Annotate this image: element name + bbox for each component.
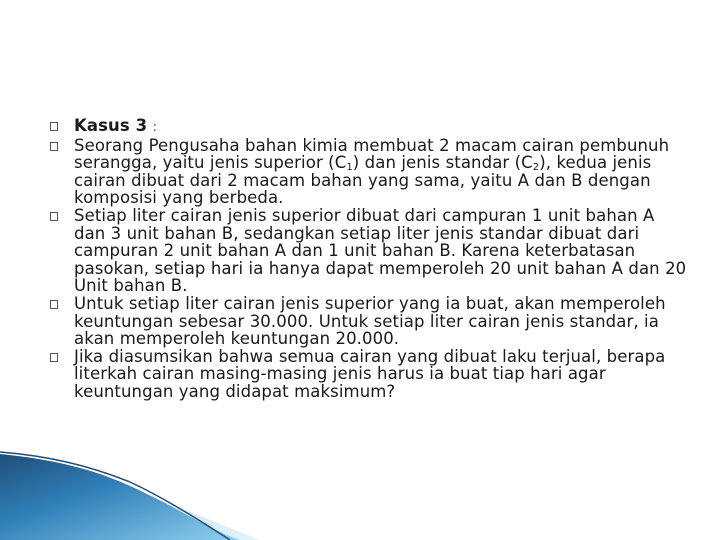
bullet-3 [50,295,690,348]
bullet-1 [50,137,690,207]
case-title: Kasus 3 [74,116,148,135]
bullet-square-icon [50,300,58,309]
bullet-title [50,117,690,137]
bullet-2 [50,207,690,295]
slide-content [50,117,690,401]
bullet-1-text-b: ) dan jenis standar (C [352,153,533,173]
bullet-1-text-c: ), kedua jenis cairan dibuat dari 2 macam bahan yang sama, yaitu A dan B dengan komposisi yang berbeda. [74,153,652,208]
decor-dark-band [0,454,240,540]
bullet-4 [50,348,690,401]
bullet-square-icon [50,142,58,151]
subscript-2: 2 [532,162,540,174]
bullet-square-icon [50,212,58,221]
title-separator: : [152,120,158,135]
bullet-square-icon [50,353,58,362]
subscript-1: 1 [346,162,353,174]
bullet-2-text: Setiap liter cairan jenis superior dibuat dari campuran 1 unit bahan A dan 3 unit bahan B, sedangkan setiap liter jenis standar dibuat dari campuran 2 unit bahan A dan 1 unit bahan B. Karena keterbatasan pasokan, setiap hari ia hanya dapat memperoleh 20 unit bahan A dan 20 Unit bahan B. [74,205,687,296]
bullet-1-text-a: Seorang Pengusaha bahan kimia membuat 2 macam cairan pembunuh serangga, yaitu jenis superior (C [74,135,670,173]
bullet-square-icon [50,122,58,131]
bullet-4-text: Jika diasumsikan bahwa semua cairan yang dibuat laku terjual, berapa literkah cairan masing-masing jenis harus ia buat tiap hari agar keuntungan yang didapat maksimum? [74,346,666,401]
bullet-3-text: Untuk setiap liter cairan jenis superior yang ia buat, akan memperoleh keuntungan sebesar 30.000. Untuk setiap liter cairan jenis standar, ia akan memperoleh keuntungan 20.000. [74,293,666,349]
corner-wave-decoration [0,450,720,540]
